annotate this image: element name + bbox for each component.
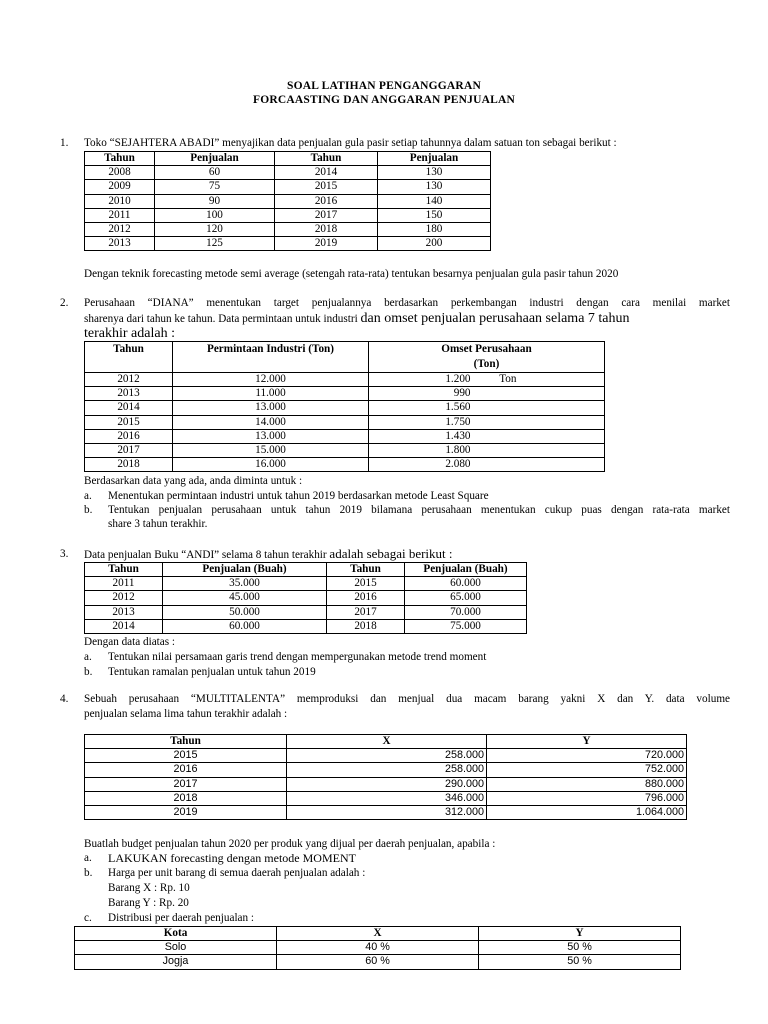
cell: 2010 bbox=[85, 194, 155, 208]
q2-item-b-continued: share 3 tahun terakhir. bbox=[108, 518, 208, 530]
table-header-row bbox=[85, 563, 527, 577]
column-header: Penjualan bbox=[155, 152, 275, 166]
cell-value: 1.430 bbox=[445, 429, 471, 442]
q4-number: 4. bbox=[60, 693, 69, 705]
table-row bbox=[85, 166, 491, 180]
cell bbox=[369, 373, 605, 387]
cell: 14.000 bbox=[173, 415, 369, 429]
item-label: a. bbox=[84, 490, 92, 502]
column-header: X bbox=[287, 735, 487, 749]
cell: 120 bbox=[155, 223, 275, 237]
cell: 720.000 bbox=[487, 749, 687, 763]
table-header-row bbox=[85, 735, 687, 749]
cell: 11.000 bbox=[173, 387, 369, 401]
cell: 2011 bbox=[85, 208, 155, 222]
cell: 125 bbox=[155, 237, 275, 251]
table-row bbox=[85, 806, 687, 820]
cell: Jogja bbox=[75, 955, 277, 969]
cell: 2012 bbox=[85, 591, 163, 605]
column-header-line1: Omset Perusahaan bbox=[441, 343, 532, 355]
table-row bbox=[85, 373, 605, 387]
q1-number: 1. bbox=[60, 137, 69, 149]
q4-price-x: Barang X : Rp. 10 bbox=[108, 882, 190, 894]
cell: 12.000 bbox=[173, 373, 369, 387]
cell: 346.000 bbox=[287, 791, 487, 805]
table-row bbox=[85, 619, 527, 633]
cell: 2015 bbox=[85, 415, 173, 429]
cell-value: 2.080 bbox=[445, 458, 471, 471]
cell: 70.000 bbox=[405, 605, 527, 619]
document-subtitle: FORCAASTING DAN ANGGARAN PENJUALAN bbox=[252, 94, 516, 106]
q2-intro-line2-end: dan omset penjualan perusahaan selama 7 tahun bbox=[360, 311, 630, 326]
q2-intro-line2-start: sharenya dari tahun ke tahun. Data permintaan untuk industri bbox=[84, 313, 358, 325]
item-label: c. bbox=[84, 912, 92, 924]
item-label: b. bbox=[84, 666, 93, 678]
cell: 50 % bbox=[479, 941, 681, 955]
q1-intro: Toko “SEJAHTERA ABADI” menyajikan data penjualan gula pasir setiap tahunnya dalam satuan ton sebagai berikut : bbox=[84, 137, 617, 149]
cell: 15.000 bbox=[173, 444, 369, 458]
q2-number: 2. bbox=[60, 297, 69, 309]
cell: 2018 bbox=[85, 791, 287, 805]
column-header: Kota bbox=[75, 927, 277, 941]
cell: Solo bbox=[75, 941, 277, 955]
column-header: Tahun bbox=[85, 342, 173, 373]
cell: 50 % bbox=[479, 955, 681, 969]
cell-unit: Ton bbox=[499, 373, 517, 385]
cell-value: 1.800 bbox=[445, 444, 471, 457]
cell: 2017 bbox=[85, 777, 287, 791]
table-row bbox=[85, 444, 605, 458]
cell: 258.000 bbox=[287, 763, 487, 777]
q4-intro-line2: penjualan selama lima tahun terakhir adalah : bbox=[84, 708, 288, 720]
cell: 2008 bbox=[85, 166, 155, 180]
cell: 752.000 bbox=[487, 763, 687, 777]
table-row bbox=[75, 941, 681, 955]
table-row bbox=[85, 223, 491, 237]
column-header: Penjualan bbox=[378, 152, 491, 166]
cell: 2016 bbox=[275, 194, 378, 208]
cell: 2017 bbox=[275, 208, 378, 222]
cell: 140 bbox=[378, 194, 491, 208]
cell: 1.064.000 bbox=[487, 806, 687, 820]
cell: 2012 bbox=[85, 223, 155, 237]
cell bbox=[369, 429, 605, 443]
q3-intro bbox=[84, 546, 453, 562]
q4-prompt: Buatlah budget penjualan tahun 2020 per produk yang dijual per daerah penjualan, apabila : bbox=[84, 838, 496, 850]
q4-price-y: Barang Y : Rp. 20 bbox=[108, 897, 189, 909]
cell: 2013 bbox=[85, 387, 173, 401]
item-text: Harga per unit barang di semua daerah penjualan adalah : bbox=[108, 867, 366, 879]
column-header: Permintaan Industri (Ton) bbox=[173, 342, 369, 373]
q3-sales-table bbox=[84, 562, 527, 634]
q4-distribution-table bbox=[74, 926, 681, 970]
q1-question: Dengan teknik forecasting metode semi average (setengah rata-rata) tentukan besarnya penjualan gula pasir tahun 2020 bbox=[84, 268, 619, 280]
table-row bbox=[85, 208, 491, 222]
column-header: Tahun bbox=[327, 563, 405, 577]
item-text: Menentukan permintaan industri untuk tahun 2019 berdasarkan metode Least Square bbox=[108, 490, 489, 502]
cell: 35.000 bbox=[163, 577, 327, 591]
cell: 2018 bbox=[85, 458, 173, 472]
document-title: SOAL LATIHAN PENGANGGARAN bbox=[287, 80, 481, 92]
cell: 2019 bbox=[275, 237, 378, 251]
cell: 2013 bbox=[85, 605, 163, 619]
table-row bbox=[75, 955, 681, 969]
q2-intro-line2 bbox=[84, 310, 734, 328]
cell: 2009 bbox=[85, 180, 155, 194]
cell: 2016 bbox=[85, 763, 287, 777]
cell: 2013 bbox=[85, 237, 155, 251]
item-label: a. bbox=[84, 852, 92, 864]
cell: 2014 bbox=[85, 401, 173, 415]
cell-value: 1.200 bbox=[445, 373, 471, 385]
cell: 50.000 bbox=[163, 605, 327, 619]
column-header: Tahun bbox=[275, 152, 378, 166]
q2-prompt: Berdasarkan data yang ada, anda diminta untuk : bbox=[84, 475, 303, 487]
table-header-row bbox=[85, 152, 491, 166]
item-text: Tentukan nilai persamaan garis trend dengan mempergunakan metode trend moment bbox=[108, 651, 487, 663]
table-row bbox=[85, 387, 605, 401]
cell: 2017 bbox=[327, 605, 405, 619]
cell: 60 bbox=[155, 166, 275, 180]
cell-value: 1.750 bbox=[445, 415, 471, 428]
column-header-line2: (Ton) bbox=[473, 358, 500, 370]
table-row bbox=[85, 401, 605, 415]
item-label: a. bbox=[84, 651, 92, 663]
table-row bbox=[85, 237, 491, 251]
cell: 65.000 bbox=[405, 591, 527, 605]
q3-intro-start: Data penjualan Buku “ANDI” selama 8 tahun terakhir bbox=[84, 549, 327, 561]
q3-intro-end: adalah sebagai berikut : bbox=[329, 546, 453, 561]
q2-intro-line3: terakhir adalah : bbox=[84, 326, 175, 341]
item-text: LAKUKAN forecasting dengan metode MOMENT bbox=[108, 851, 356, 865]
column-header bbox=[369, 342, 605, 373]
cell: 2016 bbox=[85, 429, 173, 443]
cell: 150 bbox=[378, 208, 491, 222]
q3-number: 3. bbox=[60, 548, 69, 560]
cell: 796.000 bbox=[487, 791, 687, 805]
table-row bbox=[85, 415, 605, 429]
table-row bbox=[85, 591, 527, 605]
cell: 2014 bbox=[275, 166, 378, 180]
column-header: Penjualan (Buah) bbox=[405, 563, 527, 577]
cell: 60.000 bbox=[163, 619, 327, 633]
cell: 312.000 bbox=[287, 806, 487, 820]
column-header: Y bbox=[479, 927, 681, 941]
q1-sales-table bbox=[84, 151, 491, 251]
table-header-row bbox=[85, 342, 605, 373]
cell: 2018 bbox=[275, 223, 378, 237]
cell: 16.000 bbox=[173, 458, 369, 472]
cell: 13.000 bbox=[173, 429, 369, 443]
q4-volume-table bbox=[84, 734, 687, 820]
cell: 60.000 bbox=[405, 577, 527, 591]
item-label: b. bbox=[84, 504, 93, 516]
cell: 100 bbox=[155, 208, 275, 222]
cell: 2011 bbox=[85, 577, 163, 591]
cell bbox=[369, 444, 605, 458]
cell: 2015 bbox=[275, 180, 378, 194]
cell: 200 bbox=[378, 237, 491, 251]
table-row bbox=[85, 777, 687, 791]
table-header-row bbox=[75, 927, 681, 941]
cell: 258.000 bbox=[287, 749, 487, 763]
cell: 2014 bbox=[85, 619, 163, 633]
item-text: Tentukan ramalan penjualan untuk tahun 2019 bbox=[108, 666, 316, 678]
cell bbox=[369, 401, 605, 415]
column-header: Penjualan (Buah) bbox=[163, 563, 327, 577]
cell: 75.000 bbox=[405, 619, 527, 633]
table-row bbox=[85, 577, 527, 591]
q4-intro-line1: Sebuah perusahaan “MULTITALENTA” memproduksi dan menjual dua macam barang yakni X dan Y. data volume bbox=[84, 693, 730, 705]
cell bbox=[369, 458, 605, 472]
q2-demand-table bbox=[84, 341, 605, 472]
column-header: Y bbox=[487, 735, 687, 749]
table-row bbox=[85, 194, 491, 208]
column-header: Tahun bbox=[85, 152, 155, 166]
cell: 45.000 bbox=[163, 591, 327, 605]
cell: 880.000 bbox=[487, 777, 687, 791]
cell: 2012 bbox=[85, 373, 173, 387]
cell: 130 bbox=[378, 166, 491, 180]
table-row bbox=[85, 791, 687, 805]
cell bbox=[369, 387, 605, 401]
item-label: b. bbox=[84, 867, 93, 879]
table-row bbox=[85, 429, 605, 443]
cell: 60 % bbox=[277, 955, 479, 969]
cell: 2015 bbox=[327, 577, 405, 591]
cell: 290.000 bbox=[287, 777, 487, 791]
cell: 13.000 bbox=[173, 401, 369, 415]
cell: 2019 bbox=[85, 806, 287, 820]
cell: 2018 bbox=[327, 619, 405, 633]
q3-prompt: Dengan data diatas : bbox=[84, 636, 176, 648]
cell: 2016 bbox=[327, 591, 405, 605]
q2-intro-line1: Perusahaan “DIANA” menentukan target penjualannya berdasarkan perkembangan industri dengan cara menilai market bbox=[84, 297, 730, 309]
cell bbox=[369, 415, 605, 429]
column-header: Tahun bbox=[85, 563, 163, 577]
cell: 90 bbox=[155, 194, 275, 208]
table-row bbox=[85, 458, 605, 472]
table-row bbox=[85, 763, 687, 777]
column-header: Tahun bbox=[85, 735, 287, 749]
column-header: X bbox=[277, 927, 479, 941]
cell: 75 bbox=[155, 180, 275, 194]
table-row bbox=[85, 749, 687, 763]
cell-value: 990 bbox=[453, 387, 471, 400]
item-text: Tentukan penjualan perusahaan untuk tahun 2019 bilamana perusahaan menentukan cukup puas dengan rata-rata market bbox=[108, 504, 730, 516]
cell: 2015 bbox=[85, 749, 287, 763]
table-row bbox=[85, 605, 527, 619]
cell: 40 % bbox=[277, 941, 479, 955]
item-text: Distribusi per daerah penjualan : bbox=[108, 912, 255, 924]
cell: 130 bbox=[378, 180, 491, 194]
cell: 180 bbox=[378, 223, 491, 237]
table-row bbox=[85, 180, 491, 194]
cell: 2017 bbox=[85, 444, 173, 458]
cell-value: 1.560 bbox=[445, 401, 471, 414]
